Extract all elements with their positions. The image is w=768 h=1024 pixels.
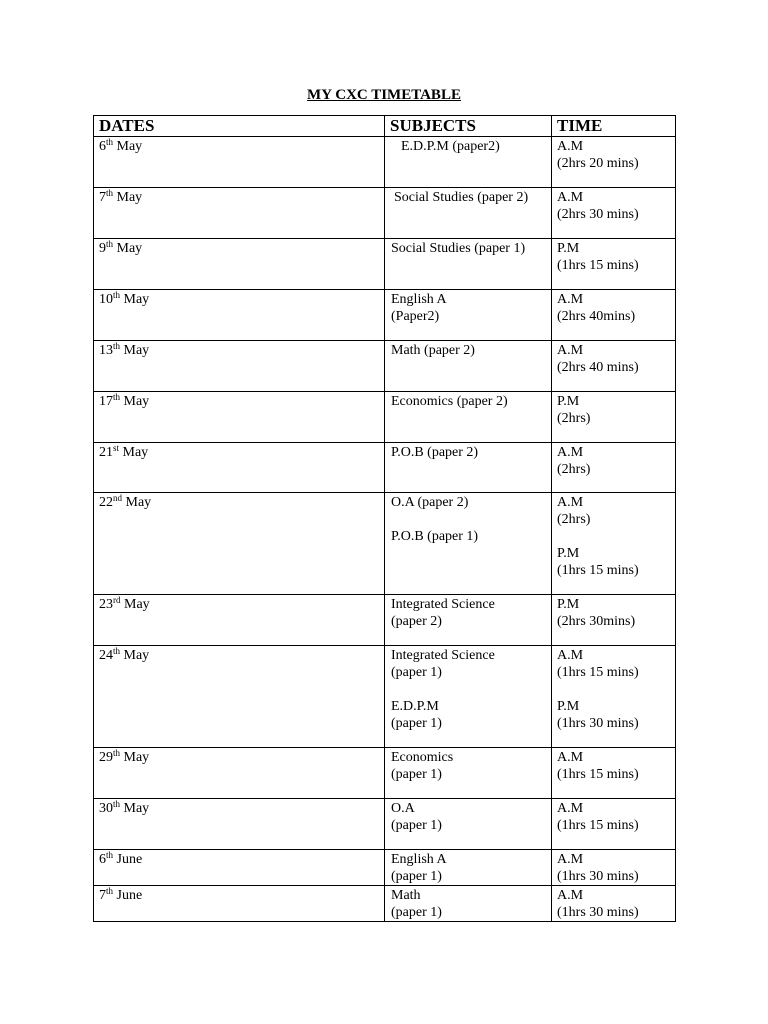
line-gap [391, 511, 551, 528]
date-day: 17 [99, 394, 113, 409]
time-cell [552, 188, 676, 239]
date-day: 10 [99, 292, 113, 307]
time-line: (1hrs 15 mins) [557, 767, 639, 782]
date-day: 21 [99, 445, 113, 460]
table-row [94, 850, 676, 886]
date-month: May [120, 750, 150, 765]
subject-line: Integrated Science [391, 597, 495, 612]
date-suffix: th [106, 850, 114, 860]
date-day: 7 [99, 190, 106, 205]
table-row [94, 392, 676, 443]
date-suffix: rd [113, 595, 121, 605]
time-line: P.M [557, 546, 580, 561]
time-line: P.M [557, 394, 580, 409]
date-cell [94, 886, 385, 922]
date-cell [94, 137, 385, 188]
date-month: May [120, 801, 150, 816]
date-month: May [113, 139, 143, 154]
header-row [94, 116, 676, 137]
table-row [94, 748, 676, 799]
subject-cell [385, 493, 552, 595]
date-month: June [113, 888, 143, 903]
date-suffix: th [113, 392, 121, 402]
time-cell [552, 799, 676, 850]
time-line: (2hrs 20 mins) [557, 156, 639, 171]
line-gap [557, 528, 675, 545]
time-line: (1hrs 15 mins) [557, 563, 639, 578]
date-cell [94, 392, 385, 443]
time-line: A.M [557, 445, 584, 460]
date-suffix: th [106, 137, 114, 147]
time-line: A.M [557, 888, 584, 903]
table-row [94, 886, 676, 922]
subject-line: (paper 1) [391, 869, 442, 884]
line-gap [557, 681, 675, 698]
line-gap [391, 681, 551, 698]
date-day: 13 [99, 343, 113, 358]
subject-line: O.A (paper 2) [391, 495, 469, 510]
time-line: A.M [557, 495, 584, 510]
table-row [94, 188, 676, 239]
time-line: P.M [557, 597, 580, 612]
date-month: May [120, 597, 150, 612]
date-month: May [122, 495, 152, 510]
date-suffix: th [106, 239, 114, 249]
date-cell [94, 748, 385, 799]
subject-cell [385, 341, 552, 392]
date-month: May [120, 394, 150, 409]
date-day: 22 [99, 495, 113, 510]
date-suffix: th [113, 646, 121, 656]
time-line: (1hrs 30 mins) [557, 905, 639, 920]
subject-line: Economics [391, 750, 454, 765]
time-line: A.M [557, 648, 584, 663]
time-line: (2hrs 30 mins) [557, 207, 639, 222]
subject-line: English A [391, 852, 447, 867]
date-suffix: nd [113, 493, 122, 503]
time-line: (2hrs) [557, 512, 591, 527]
table-row [94, 290, 676, 341]
time-line: A.M [557, 343, 584, 358]
time-line: (1hrs 30 mins) [557, 869, 639, 884]
subject-line: P.O.B (paper 1) [391, 529, 479, 544]
date-day: 9 [99, 241, 106, 256]
subjects-header: SUBJECTS [385, 116, 552, 137]
time-cell [552, 443, 676, 493]
time-line: (2hrs 40mins) [557, 309, 636, 324]
date-month: June [113, 852, 143, 867]
table-row [94, 799, 676, 850]
subject-line: P.O.B (paper 2) [391, 445, 479, 460]
date-cell [94, 850, 385, 886]
time-line: (1hrs 15 mins) [557, 258, 639, 273]
date-month: May [120, 343, 150, 358]
subject-line: (paper 1) [391, 818, 442, 833]
subject-cell [385, 799, 552, 850]
time-line: A.M [557, 292, 584, 307]
date-day: 6 [99, 139, 106, 154]
date-suffix: th [113, 341, 121, 351]
subject-line: (paper 1) [391, 767, 442, 782]
date-suffix: th [113, 748, 121, 758]
time-cell [552, 595, 676, 646]
date-day: 24 [99, 648, 113, 663]
table-row [94, 595, 676, 646]
date-cell [94, 239, 385, 290]
time-line: A.M [557, 139, 584, 154]
date-cell [94, 443, 385, 493]
subject-line: (paper 1) [391, 665, 442, 680]
subject-cell [385, 188, 552, 239]
date-month: May [113, 190, 143, 205]
table-row [94, 341, 676, 392]
table-row [94, 239, 676, 290]
time-line: A.M [557, 801, 584, 816]
subject-line: Social Studies (paper 2) [394, 190, 529, 205]
time-line: P.M [557, 699, 580, 714]
subject-line: Math [391, 888, 421, 903]
date-cell [94, 595, 385, 646]
date-cell [94, 493, 385, 595]
date-day: 30 [99, 801, 113, 816]
page-title: MY CXC TIMETABLE [307, 87, 461, 103]
subject-line: E.D.P.M (paper2) [401, 139, 500, 154]
subject-cell [385, 886, 552, 922]
time-cell [552, 748, 676, 799]
subject-cell [385, 748, 552, 799]
time-line: (2hrs) [557, 411, 591, 426]
time-cell [552, 886, 676, 922]
date-suffix: th [106, 886, 114, 896]
subject-line: (paper 1) [391, 716, 442, 731]
subject-line: (paper 1) [391, 905, 442, 920]
subject-line: O.A [391, 801, 415, 816]
date-month: May [120, 648, 150, 663]
subject-line: Social Studies (paper 1) [391, 241, 526, 256]
table-row [94, 443, 676, 493]
time-header: TIME [552, 116, 676, 137]
time-cell [552, 341, 676, 392]
time-line: (1hrs 15 mins) [557, 665, 639, 680]
date-month: May [120, 292, 150, 307]
table-row [94, 493, 676, 595]
date-day: 7 [99, 888, 106, 903]
time-cell [552, 850, 676, 886]
subject-line: English A [391, 292, 447, 307]
time-cell [552, 646, 676, 748]
subject-cell [385, 290, 552, 341]
time-line: (2hrs 30mins) [557, 614, 636, 629]
time-line: (2hrs) [557, 462, 591, 477]
subject-cell [385, 443, 552, 493]
date-day: 29 [99, 750, 113, 765]
table-row [94, 646, 676, 748]
timetable-table [93, 115, 676, 922]
subject-cell [385, 137, 552, 188]
date-month: May [119, 445, 149, 460]
time-line: P.M [557, 241, 580, 256]
time-cell [552, 290, 676, 341]
subject-cell [385, 646, 552, 748]
time-line: (1hrs 15 mins) [557, 818, 639, 833]
date-suffix: th [106, 188, 114, 198]
time-line: A.M [557, 190, 584, 205]
time-cell [552, 239, 676, 290]
dates-header: DATES [94, 116, 385, 137]
subject-line: (Paper2) [391, 309, 440, 324]
date-cell [94, 646, 385, 748]
subject-line: Economics (paper 2) [391, 394, 508, 409]
time-cell [552, 392, 676, 443]
subject-line: Integrated Science [391, 648, 495, 663]
time-cell [552, 137, 676, 188]
date-month: May [113, 241, 143, 256]
time-line: A.M [557, 750, 584, 765]
subject-line: (paper 2) [391, 614, 442, 629]
subject-cell [385, 595, 552, 646]
date-cell [94, 188, 385, 239]
date-cell [94, 799, 385, 850]
subject-line: Math (paper 2) [391, 343, 475, 358]
time-line: (2hrs 40 mins) [557, 360, 639, 375]
subject-cell [385, 239, 552, 290]
table-row [94, 137, 676, 188]
date-day: 23 [99, 597, 113, 612]
time-cell [552, 493, 676, 595]
date-cell [94, 290, 385, 341]
time-line: A.M [557, 852, 584, 867]
date-day: 6 [99, 852, 106, 867]
subject-cell [385, 392, 552, 443]
date-cell [94, 341, 385, 392]
date-suffix: th [113, 799, 121, 809]
subject-line: E.D.P.M [391, 699, 439, 714]
date-suffix: th [113, 290, 121, 300]
subject-cell [385, 850, 552, 886]
date-suffix: st [113, 443, 120, 453]
time-line: (1hrs 30 mins) [557, 716, 639, 731]
